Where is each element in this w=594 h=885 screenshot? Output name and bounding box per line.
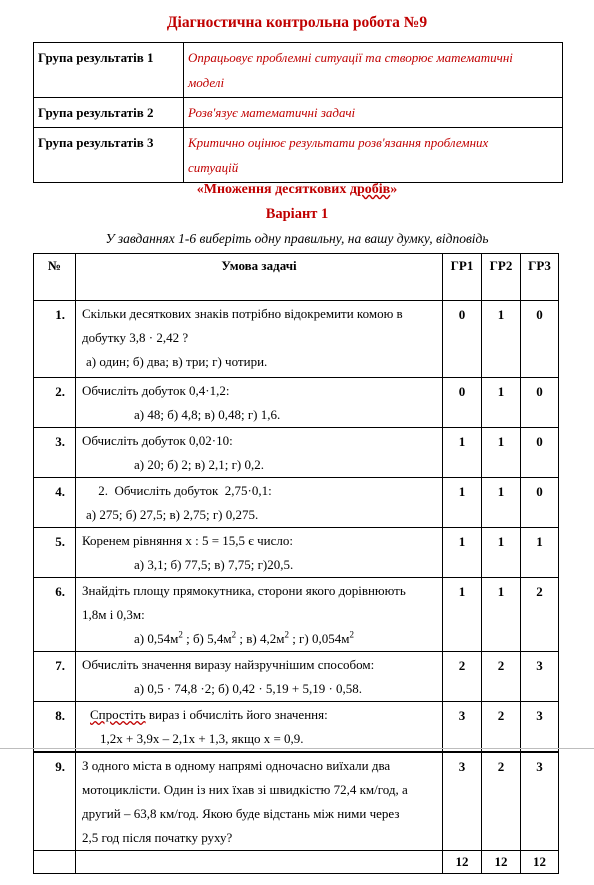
empty-cell	[34, 851, 76, 874]
table-row	[34, 753, 559, 851]
gr3-score: 3	[521, 652, 559, 702]
tasks-table-continued	[33, 752, 559, 874]
results-row	[34, 43, 563, 98]
header-condition: Умова задачі	[76, 254, 443, 301]
table-row	[34, 301, 559, 378]
results-label: Група результатів 1	[34, 43, 184, 98]
task-condition: 2. Обчисліть добуток 2,75·0,1: а) 275; б) 27,5; в) 2,75; г) 0,275.	[76, 478, 443, 528]
results-groups-table	[33, 42, 563, 183]
gr2-score: 2	[482, 753, 521, 851]
gr3-score: 0	[521, 378, 559, 428]
gr3-score: 3	[521, 702, 559, 752]
task-number: 9.	[34, 753, 76, 851]
gr1-score: 1	[443, 428, 482, 478]
task-number: 2.	[34, 378, 76, 428]
results-label: Група результатів 2	[34, 98, 184, 128]
table-row	[34, 478, 559, 528]
task-condition: Обчисліть добуток 0,4·1,2: а) 48; б) 4,8; в) 0,48; г) 1,6.	[76, 378, 443, 428]
task-condition: Обчисліть добуток 0,02·10: а) 20; б) 2; в) 2,1; г) 0,2.	[76, 428, 443, 478]
page-break	[0, 748, 594, 749]
tasks-table	[33, 253, 559, 752]
gr3-score: 0	[521, 301, 559, 378]
gr3-total: 12	[521, 851, 559, 874]
task-condition: Коренем рівняння х : 5 = 15,5 є число: а) 3,1; б) 77,5; в) 7,75; г)20,5.	[76, 528, 443, 578]
header-gr3: ГР3	[521, 254, 559, 301]
results-row	[34, 128, 563, 183]
gr2-score: 1	[482, 428, 521, 478]
task-number: 1.	[34, 301, 76, 378]
gr2-score: 2	[482, 652, 521, 702]
gr1-score: 2	[443, 652, 482, 702]
gr2-total: 12	[482, 851, 521, 874]
gr1-score: 1	[443, 478, 482, 528]
table-row	[34, 428, 559, 478]
task-condition: Спростіть вираз і обчисліть його значення: 1,2х + 3,9х – 2,1х + 1,3, якщо х = 0,9.	[76, 702, 443, 752]
results-label: Група результатів 3	[34, 128, 184, 183]
task-number: 6.	[34, 578, 76, 652]
gr1-score: 1	[443, 528, 482, 578]
task-number: 8.	[34, 702, 76, 752]
task-number: 4.	[34, 478, 76, 528]
page-title: Діагностична контрольна робота №9	[166, 14, 428, 31]
gr1-score: 0	[443, 301, 482, 378]
table-row	[34, 702, 559, 752]
gr3-score: 0	[521, 478, 559, 528]
empty-cell	[76, 851, 443, 874]
table-header	[34, 254, 559, 301]
topic-heading: «Множення десяткових дробів»	[196, 182, 398, 197]
gr1-score: 0	[443, 378, 482, 428]
gr3-score: 3	[521, 753, 559, 851]
table-row	[34, 652, 559, 702]
task-condition: З одного міста в одному напрямі одночасно виїхали два мотоциклісти. Один із них їхав зі швидкістю 72,4 км/год, а другий – 63,8 км/год. Якою буде відстань між ними через 2,5 год після початку руху?	[76, 753, 443, 851]
table-row	[34, 378, 559, 428]
gr2-score: 1	[482, 301, 521, 378]
gr2-score: 1	[482, 478, 521, 528]
task-condition: Обчисліть значення виразу найзручнішим способом: а) 0,5 · 74,8 ·2; б) 0,42 · 5,19 + 5,19 · 0,58.	[76, 652, 443, 702]
results-description: Критично оцінює результати розв'язання проблемних ситуацій	[184, 128, 563, 183]
gr1-score: 3	[443, 753, 482, 851]
results-description: Опрацьовує проблемні ситуації та створює математичні моделі	[184, 43, 563, 98]
instruction-text: У завданнях 1-6 виберіть одну правильну, на вашу думку, відповідь	[105, 231, 489, 246]
gr2-score: 2	[482, 702, 521, 752]
gr2-score: 1	[482, 528, 521, 578]
variant-heading: Варіант 1	[265, 206, 329, 222]
header-gr2: ГР2	[482, 254, 521, 301]
task-condition: Скільки десяткових знаків потрібно відокремити комою в добутку 3,8 · 2,42 ? а) один; б) два; в) три; г) чотири.	[76, 301, 443, 378]
header-num: №	[34, 254, 76, 301]
gr3-score: 0	[521, 428, 559, 478]
gr3-score: 1	[521, 528, 559, 578]
results-row	[34, 98, 563, 128]
totals-row	[34, 851, 559, 874]
results-description: Розв'язує математичні задачі	[184, 98, 563, 128]
header-gr1: ГР1	[443, 254, 482, 301]
task-number: 5.	[34, 528, 76, 578]
gr1-score: 3	[443, 702, 482, 752]
task-number: 3.	[34, 428, 76, 478]
gr1-score: 1	[443, 578, 482, 652]
table-row	[34, 528, 559, 578]
gr2-score: 1	[482, 378, 521, 428]
table-row	[34, 578, 559, 652]
gr2-score: 1	[482, 578, 521, 652]
task-condition: Знайдіть площу прямокутника, сторони якого дорівнюють 1,8м і 0,3м: а) $0,54м^2$ ; б) $5,4м^2$ ; в) $4,2м^2$ ; г) $0,054м^2$	[76, 578, 443, 652]
gr1-total: 12	[443, 851, 482, 874]
gr3-score: 2	[521, 578, 559, 652]
task-number: 7.	[34, 652, 76, 702]
